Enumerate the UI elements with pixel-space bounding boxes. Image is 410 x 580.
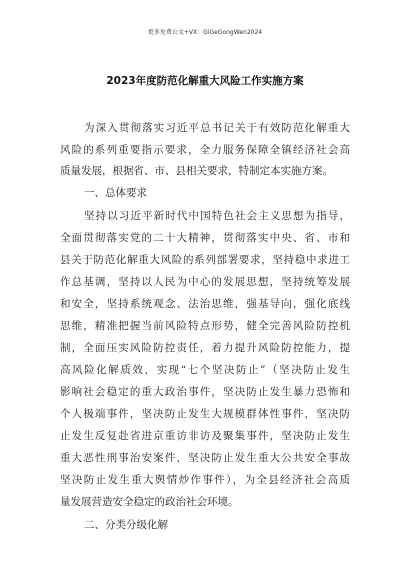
body-line: 影响社会稳定的重大政治事件，坚决防止发生暴力恐怖和 (60, 386, 350, 398)
body-line: 量发展营造安全稳定的政治社会环境。 (60, 496, 239, 508)
document-title: 2023年度防范化解重大风险工作实施方案 (106, 75, 304, 87)
body-line: 个人极端事件，坚决防止发生大规模群体性事件，坚决防 (60, 408, 350, 420)
section-heading: 一、总体要求 (84, 187, 147, 199)
body-line: 县关于防范化解重大风险的系列部署要求，坚持稳中求进工 (60, 254, 350, 266)
body-line: 思维，精准把握当前风险特点形势，健全完善风险防控机 (60, 320, 350, 332)
body-line: 坚决防止发生重大舆情炒作事件），为全县经济社会高质 (60, 474, 350, 486)
body-line: 制，全面压实风险防控责任，着力提升风险防控能力，提 (60, 342, 350, 354)
body-line: 坚持以习近平新时代中国特色社会主义思想为指导， (84, 210, 350, 222)
body-line: 全面贯彻落实党的二十大精神，贯彻落实中央、省、市和 (60, 232, 350, 244)
body-line: 和安全，坚持系统观念、法治思维，强基导向，强化底线 (60, 298, 350, 310)
body-line: 质量发展，根据省、市、县相关要求，特制定本实施方案。 (60, 165, 333, 177)
body-line: 止发生反复赴省进京重访非访及聚集事件，坚决防止发生 (60, 430, 350, 442)
section-heading: 二、分类分级化解 (84, 519, 168, 531)
body-line: 风险的系列重要指示要求，全力服务保障全镇经济社会高 (60, 144, 350, 156)
body-line: 重大恶性刑事治安案件，坚决防止发生重大公共安全事故 (60, 452, 350, 464)
body-line: 高风险化解质效，实现“七个坚决防止”（坚决防止发生 (60, 364, 350, 376)
page-header: 更多免费公文+VX：GiGeGongWen2024 (147, 29, 263, 36)
body-line: 作总基调，坚持以人民为中心的发展思想，坚持统筹发展 (60, 276, 350, 288)
body-line: 为深入贯彻落实习近平总书记关于有效防范化解重大 (84, 122, 350, 134)
